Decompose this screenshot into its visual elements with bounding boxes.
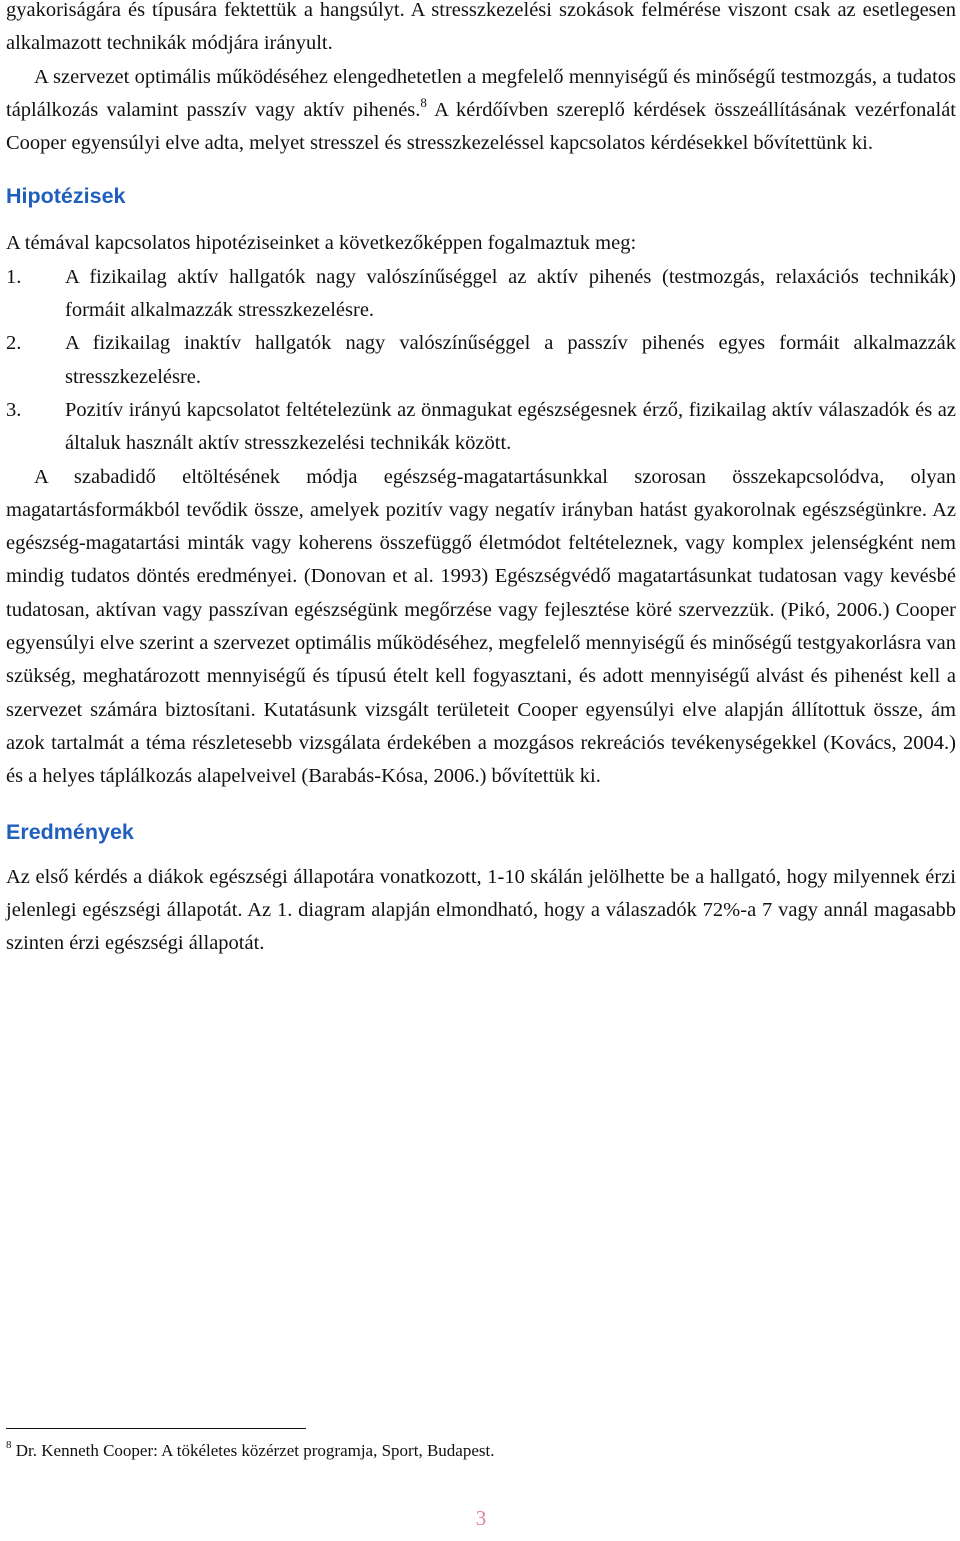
paragraph-methods-end: gyakoriságára és típusára fektettük a hangsúlyt. A stresszkezelési szokások felmérése viszont csak az esetlegesen alkalmazott technikák módjára irányult. <box>6 0 956 55</box>
hypothesis-item <box>6 261 956 328</box>
paragraph-leisure-health: A szabadidő eltöltésének módja egészség-magatartásunkkal szorosan összekapcsolódva, olyan magatartásformákból tevődik össze, amelyek pozitív vagy negatív irányban hatást gyakorolnak egészségünkre. Az egészség-magatartási minták vagy koherens összefüggő életmódot feltételeznek, vagy komplex jelenségként nem mindig tudatos döntés eredményei. (Donovan et al. 1993) Egészségvédő magatartásunkat tudatosan vagy kevésbé tudatosan, aktívan vagy passzívan egészségünk megőrzése vagy fejlesztése köré szervezzük. (Pikó, 2006.) Cooper egyensúlyi elve szerint a szervezet optimális működéséhez, megfelelő mennyiségű és minőségű testgyakorlásra van szükség, meghatározott mennyiségű és típusú ételt kell fogyasztani, és adott mennyiségű alvást és pihenést kell a szervezet számára biztosítani. Kutatásunk vizsgált területeit Cooper egyensúlyi elve alapján állítottuk össze, ám azok tartalmát a téma részletesebb vizsgálata érdekében a mozgásos rekreációs tevékenységekkel (Kovács, 2004.) és a helyes táplálkozás alapelveivel (Barabás-Kósa, 2006.) bővítettük ki. <box>6 465 956 788</box>
paragraph-text: A szervezet optimális működéséhez elengedhetetlen a megfelelő mennyiségű és minőségű testmozgás, a tudatos táplálkozás valamint passzív vagy aktív pihenés. <box>6 65 956 121</box>
footnote-divider <box>6 1428 306 1429</box>
hypothesis-number: 1. <box>6 265 22 288</box>
heading-results: Eredmények <box>6 819 134 844</box>
page-number: 3 <box>475 1506 487 1530</box>
footnote-text: Dr. Kenneth Cooper: A tökéletes közérzet programja, Sport, Budapest. <box>11 1441 495 1460</box>
heading-hypotheses: Hipotézisek <box>6 184 126 209</box>
hypotheses-intro: A témával kapcsolatos hipotéziseinket a következőképpen fogalmaztuk meg: <box>6 232 637 255</box>
paragraph-results: Az első kérdés a diákok egészségi állapotára vonatkozott, 1-10 skálán jelölhette be a hallgató, hogy milyennek érzi jelenlegi egészségi állapotát. Az 1. diagram alapján elmondható, hogy a válaszadók 72%-a 7 vagy annál magasabb szinten érzi egészségi állapotát. <box>6 865 956 955</box>
hypotheses-list <box>6 261 956 461</box>
hypothesis-number: 3. <box>6 398 22 421</box>
footnote <box>6 1437 956 1465</box>
footnote-reference[interactable]: 8 <box>420 94 427 110</box>
hypothesis-text: Pozitív irányú kapcsolatot feltételezünk az önmagukat egészségesnek érző, fizikailag aktív válaszadók és az általuk használt aktív stresszkezelési technikák között. <box>65 398 956 455</box>
paragraph-cooper-principle <box>6 61 956 161</box>
hypothesis-text: A fizikailag inaktív hallgatók nagy valószínűséggel a passzív pihenés egyes formáit alkalmazzák stresszkezelésre. <box>65 332 956 388</box>
hypothesis-item <box>6 394 956 461</box>
hypothesis-text: A fizikailag aktív hallgatók nagy valószínűséggel az aktív pihenés (testmozgás, relaxációs technikák) formáit alkalmazzák stresszkezelésre. <box>65 265 956 322</box>
footnote-mark: 8 <box>6 1439 12 1451</box>
paragraph-text: A kérdőívben szereplő kérdések összeállításának vezérfonalát Cooper egyensúlyi elve adta, melyet stresszel és stresszkezeléssel kapcsolatos kérdésekkel bővítettünk ki. <box>6 98 956 155</box>
hypothesis-number: 2. <box>6 332 22 355</box>
document-page <box>6 0 956 1530</box>
hypothesis-item <box>6 327 956 394</box>
